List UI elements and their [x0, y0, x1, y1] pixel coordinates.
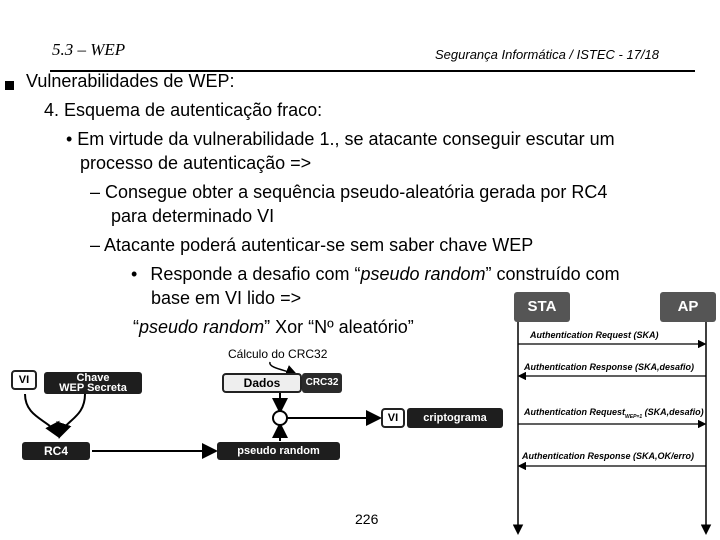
msg-auth-request: Authentication Request (SKA) — [530, 330, 659, 340]
section-title: 5.3 – WEP — [52, 40, 126, 59]
msg3-main: Authentication Request — [524, 407, 626, 417]
msg3-tail: (SKA,desafio) — [642, 407, 704, 417]
vi-right-box: VI — [381, 408, 405, 428]
vi-left-box: VI — [11, 370, 37, 390]
key-line-2: WEP Secreta — [59, 382, 127, 394]
text-line-2: 4. Esquema de autenticação fraco: — [44, 100, 323, 120]
text-line-5: – Consegue obter a sequência pseudo-aleatória gerada por RC4 — [90, 182, 608, 202]
pseudo-random-box: pseudo random — [217, 442, 340, 460]
msg-auth-request-wep — [524, 407, 704, 420]
text-line-8c: ” construído com — [485, 264, 620, 284]
crc-calc-label: Cálculo do CRC32 — [228, 347, 328, 361]
text-line-7: – Atacante poderá autenticar-se sem saber chave WEP — [90, 235, 534, 255]
msg-auth-response-result: Authentication Response (SKA,OK/erro) — [522, 451, 695, 461]
msg3-sub: WEP=1 — [625, 413, 643, 420]
sequence-diagram — [508, 288, 720, 540]
ciphertext-box: criptograma — [407, 408, 503, 428]
key-line-1: Chave — [76, 372, 110, 384]
text-line-4: processo de autenticação => — [80, 153, 312, 173]
square-bullet-icon — [5, 81, 14, 90]
ap-box: AP — [660, 292, 716, 322]
text-line-9: base em VI lido => — [151, 288, 302, 308]
bullet-glyph: • — [131, 264, 138, 284]
text-line-8b: pseudo random — [360, 264, 486, 284]
msg-auth-response-challenge: Authentication Response (SKA,desafio) — [524, 362, 695, 372]
crc32-box: CRC32 — [302, 373, 342, 393]
text-line-8 — [131, 264, 620, 285]
secret-key-box — [44, 372, 142, 394]
page-number: 226 — [355, 511, 379, 527]
text-line-1: Vulnerabilidades de WEP: — [26, 71, 235, 91]
data-box: Dados — [222, 373, 302, 393]
text-line-8a: Responde a desafio com “ — [150, 264, 361, 284]
text-line-10 — [133, 317, 414, 338]
text-line-3: • Em virtude da vulnerabilidade 1., se atacante conseguir escutar um — [66, 129, 615, 149]
header-info: Segurança Informática / ISTEC - 17/18 — [435, 47, 659, 62]
text-line-10b: pseudo random — [139, 317, 265, 337]
rc4-box: RC4 — [22, 442, 90, 460]
text-line-10c: ” Xor “Nº aleatório” — [264, 317, 414, 337]
sta-box: STA — [514, 292, 570, 322]
text-line-6: para determinado VI — [111, 206, 275, 226]
text-line-10a: “ — [133, 317, 139, 337]
